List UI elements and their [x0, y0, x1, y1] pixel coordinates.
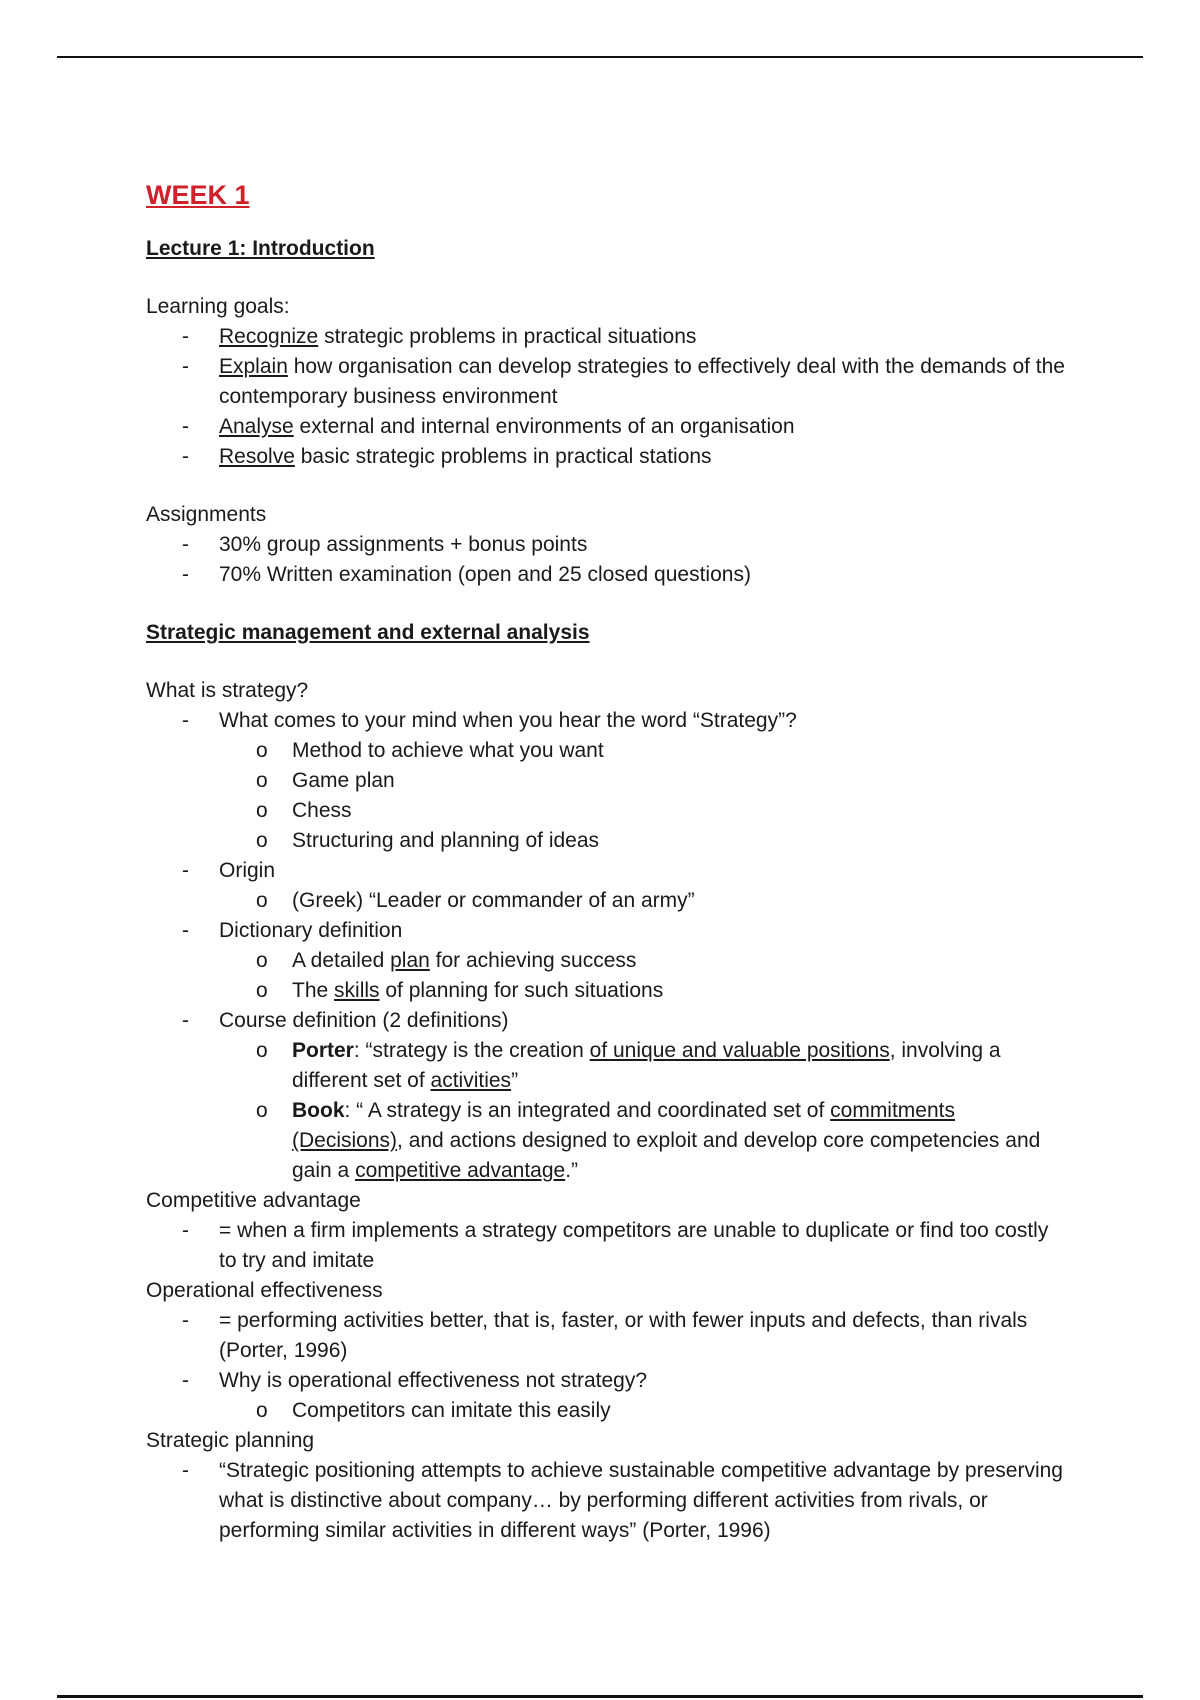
list-item: - 70% Written examination (open and 25 closed questions) — [146, 560, 1066, 590]
learning-goals-list — [146, 322, 1066, 472]
section-title: Strategic management and external analysis — [146, 621, 590, 644]
list-item: - Origin o (Greek) “Leader or commander of an army” — [146, 856, 1066, 916]
week-title: WEEK 1 — [146, 180, 250, 210]
lecture-title: Lecture 1: Introduction — [146, 237, 375, 260]
list-item: - Explain how organisation can develop strategies to effectively deal with the demands of the contemporary business environment — [146, 352, 1066, 412]
sub-item: o A detailed plan for achieving success — [219, 946, 1066, 976]
list-item: - Why is operational effectiveness not strategy? o Competitors can imitate this easily — [146, 1366, 1066, 1426]
list-item: - “Strategic positioning attempts to achieve sustainable competitive advantage by preserving what is distinctive about company… by performing different activities from rivals, or performing similar activities in different ways” (Porter, 1996) — [146, 1456, 1066, 1546]
footer-rule — [57, 1695, 1143, 1698]
list-item: - Resolve basic strategic problems in practical stations — [146, 442, 1066, 472]
list-item: - Dictionary definition o A detailed plan for achieving success o The skills of planning for such situations — [146, 916, 1066, 1006]
sub-item: o Game plan — [219, 766, 1066, 796]
sub-item: o Method to achieve what you want — [219, 736, 1066, 766]
sub-item: o Chess — [219, 796, 1066, 826]
strategy-label: What is strategy? — [146, 679, 309, 702]
learning-goals-label: Learning goals: — [146, 295, 290, 318]
list-item: - Analyse external and internal environments of an organisation — [146, 412, 1066, 442]
strategy-list — [146, 706, 1066, 1186]
list-item: - = performing activities better, that is, faster, or with fewer inputs and defects, than rivals (Porter, 1996) — [146, 1306, 1066, 1366]
list-item: - What comes to your mind when you hear the word “Strategy”? o Method to achieve what you want o Game plan o Chess o Structuring and planning of ideas — [146, 706, 1066, 856]
document-body — [146, 176, 1066, 1546]
sub-item: o The skills of planning for such situations — [219, 976, 1066, 1006]
sub-item: o Competitors can imitate this easily — [219, 1396, 1066, 1426]
planning-label: Strategic planning — [146, 1429, 315, 1452]
sub-item: o Book: “ A strategy is an integrated and coordinated set of commitments (Decisions), and actions designed to exploit and develop core competencies and gain a competitive advantage.” — [219, 1096, 1066, 1186]
list-item: - 30% group assignments + bonus points — [146, 530, 1066, 560]
list-item: - Course definition (2 definitions) o Porter: “strategy is the creation of unique and valuable positions, involving a different set of activities” o Book: “ A strategy is an integrated and coordinated set of commitments (Decisions), and actions designed to exploit and develop core competencies and gain a competitive advantage.” — [146, 1006, 1066, 1186]
operational-list — [146, 1306, 1066, 1426]
sub-item: o Porter: “strategy is the creation of unique and valuable positions, involving a different set of activities” — [219, 1036, 1066, 1096]
operational-label: Operational effectiveness — [146, 1279, 383, 1302]
header-rule — [57, 56, 1143, 58]
competitive-label: Competitive advantage — [146, 1189, 361, 1212]
sub-item: o Structuring and planning of ideas — [219, 826, 1066, 856]
planning-list — [146, 1456, 1066, 1546]
assignments-label: Assignments — [146, 503, 267, 526]
sub-item: o (Greek) “Leader or commander of an army” — [219, 886, 1066, 916]
list-item: - Recognize strategic problems in practical situations — [146, 322, 1066, 352]
assignments-list — [146, 530, 1066, 590]
competitive-list — [146, 1216, 1066, 1276]
list-item: - = when a firm implements a strategy competitors are unable to duplicate or find too costly to try and imitate — [146, 1216, 1066, 1276]
